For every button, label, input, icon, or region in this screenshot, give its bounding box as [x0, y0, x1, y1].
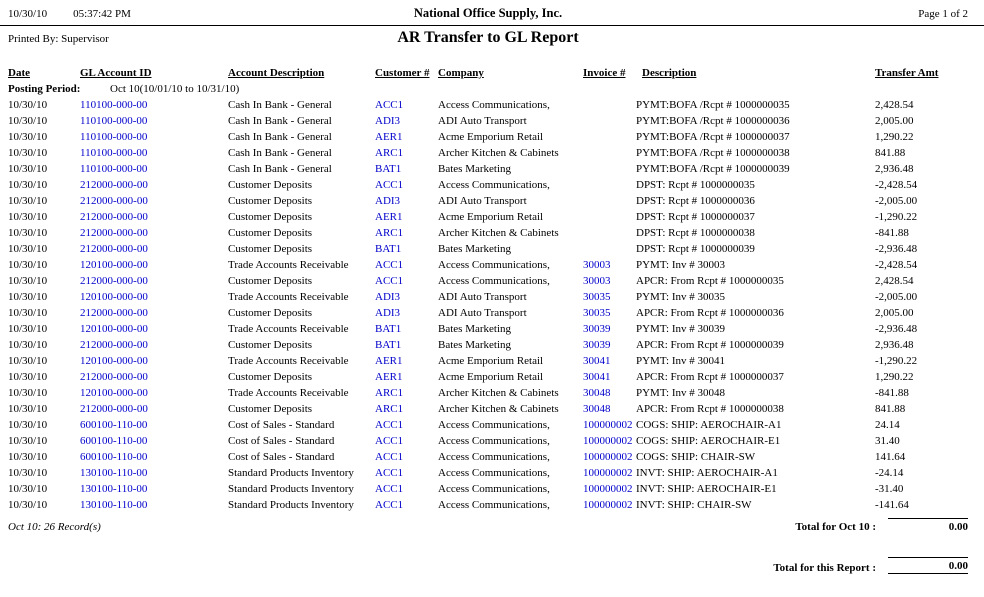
- cell-account-description: Customer Deposits: [228, 339, 313, 351]
- cell-transfer-amt: -2,428.54: [875, 259, 918, 271]
- cell-date: 10/30/10: [8, 259, 48, 271]
- cell-company: Access Communications,: [438, 435, 550, 447]
- cell-account-description: Customer Deposits: [228, 179, 313, 191]
- cell-customer[interactable]: AER1: [375, 211, 403, 223]
- cell-gl-account-id[interactable]: 110100-000-00: [80, 147, 148, 159]
- table-row: [8, 225, 968, 241]
- cell-company: Access Communications,: [438, 483, 550, 495]
- cell-customer[interactable]: AER1: [375, 355, 403, 367]
- cell-company: Access Communications,: [438, 419, 550, 431]
- page-header-row1: [8, 6, 968, 21]
- cell-date: 10/30/10: [8, 435, 48, 447]
- col-header-gl-account-id: GL Account ID: [80, 67, 152, 79]
- cell-company: Archer Kitchen & Cabinets: [438, 387, 559, 399]
- cell-gl-account-id[interactable]: 110100-000-00: [80, 163, 148, 175]
- cell-invoice[interactable]: 30035: [583, 291, 611, 303]
- cell-customer[interactable]: ACC1: [375, 259, 404, 271]
- cell-company: Access Communications,: [438, 275, 550, 287]
- table-row: [8, 129, 968, 145]
- cell-description: APCR: From Rcpt # 1000000037: [636, 371, 784, 383]
- cell-company: Access Communications,: [438, 499, 550, 511]
- cell-transfer-amt: -24.14: [875, 467, 904, 479]
- cell-description: COGS: SHIP: AEROCHAIR-A1: [636, 419, 782, 431]
- printed-by: Printed By: Supervisor: [8, 33, 109, 45]
- cell-date: 10/30/10: [8, 467, 48, 479]
- cell-gl-account-id[interactable]: 110100-000-00: [80, 99, 148, 111]
- cell-description: APCR: From Rcpt # 1000000036: [636, 307, 784, 319]
- column-header-row: [8, 65, 968, 81]
- cell-invoice[interactable]: 30039: [583, 339, 611, 351]
- cell-account-description: Customer Deposits: [228, 243, 313, 255]
- cell-gl-account-id[interactable]: 110100-000-00: [80, 115, 148, 127]
- cell-customer[interactable]: ACC1: [375, 435, 404, 447]
- cell-account-description: Standard Products Inventory: [228, 499, 354, 511]
- cell-transfer-amt: 31.40: [875, 435, 900, 447]
- cell-invoice[interactable]: [583, 97, 636, 113]
- cell-invoice[interactable]: [583, 193, 636, 209]
- cell-account-description: Trade Accounts Receivable: [228, 259, 349, 271]
- period-total-value: 0.00: [888, 518, 968, 533]
- cell-customer[interactable]: ADI3: [375, 195, 401, 207]
- table-row: [8, 353, 968, 369]
- cell-description: PYMT:BOFA /Rcpt # 1000000037: [636, 131, 790, 143]
- cell-account-description: Cash In Bank - General: [228, 131, 332, 143]
- cell-gl-account-id[interactable]: 212000-000-00: [80, 403, 148, 415]
- cell-invoice[interactable]: [583, 145, 636, 161]
- records-count: Oct 10: 26 Record(s): [8, 521, 101, 533]
- cell-gl-account-id[interactable]: 120100-000-00: [80, 259, 148, 271]
- col-header-company: Company: [438, 67, 484, 79]
- cell-invoice[interactable]: 30003: [583, 275, 611, 287]
- cell-invoice[interactable]: [583, 161, 636, 177]
- cell-date: 10/30/10: [8, 243, 48, 255]
- report-total-value: 0.00: [888, 557, 968, 574]
- cell-invoice[interactable]: [583, 177, 636, 193]
- cell-account-description: Trade Accounts Receivable: [228, 355, 349, 367]
- cell-account-description: Customer Deposits: [228, 403, 313, 415]
- report-total-row: [8, 557, 968, 574]
- cell-transfer-amt: -1,290.22: [875, 355, 918, 367]
- cell-transfer-amt: -841.88: [875, 387, 909, 399]
- cell-date: 10/30/10: [8, 403, 48, 415]
- cell-account-description: Cost of Sales - Standard: [228, 419, 335, 431]
- period-total-label: Total for Oct 10 :: [795, 521, 876, 533]
- table-row: [8, 97, 968, 113]
- cell-customer[interactable]: ARC1: [375, 403, 404, 415]
- cell-description: COGS: SHIP: CHAIR-SW: [636, 451, 756, 463]
- cell-description: DPST: Rcpt # 1000000036: [636, 195, 755, 207]
- print-time: 05:37:42 PM: [73, 8, 131, 20]
- cell-invoice[interactable]: 30039: [583, 323, 611, 335]
- cell-gl-account-id[interactable]: 120100-000-00: [80, 387, 148, 399]
- cell-company: Bates Marketing: [438, 339, 512, 351]
- cell-date: 10/30/10: [8, 275, 48, 287]
- page-header-row2: [8, 29, 968, 47]
- table-row: [8, 289, 968, 305]
- cell-transfer-amt: 2,005.00: [875, 307, 914, 319]
- cell-description: PYMT: Inv # 30035: [636, 291, 725, 303]
- cell-invoice[interactable]: 100000002: [583, 419, 633, 431]
- cell-customer[interactable]: ACC1: [375, 275, 404, 287]
- cell-gl-account-id[interactable]: 110100-000-00: [80, 131, 148, 143]
- cell-transfer-amt: 2,005.00: [875, 115, 914, 127]
- table-row: [8, 321, 968, 337]
- cell-transfer-amt: 24.14: [875, 419, 900, 431]
- cell-date: 10/30/10: [8, 227, 48, 239]
- table-row: [8, 273, 968, 289]
- cell-company: Access Communications,: [438, 451, 550, 463]
- cell-transfer-amt: -2,428.54: [875, 179, 918, 191]
- cell-invoice[interactable]: 100000002: [583, 483, 633, 495]
- cell-date: 10/30/10: [8, 307, 48, 319]
- cell-transfer-amt: 2,428.54: [875, 99, 914, 111]
- cell-description: INVT: SHIP: AEROCHAIR-A1: [636, 467, 778, 479]
- cell-account-description: Customer Deposits: [228, 371, 313, 383]
- cell-customer[interactable]: AER1: [375, 131, 403, 143]
- cell-gl-account-id[interactable]: 130100-110-00: [80, 467, 148, 479]
- table-row: [8, 177, 968, 193]
- cell-invoice[interactable]: 100000002: [583, 435, 633, 447]
- cell-invoice[interactable]: [583, 241, 636, 257]
- cell-transfer-amt: 2,936.48: [875, 163, 914, 175]
- cell-gl-account-id[interactable]: 120100-000-00: [80, 355, 148, 367]
- cell-transfer-amt: 1,290.22: [875, 131, 914, 143]
- cell-account-description: Cash In Bank - General: [228, 163, 332, 175]
- cell-description: PYMT:BOFA /Rcpt # 1000000039: [636, 163, 790, 175]
- table-row: [8, 257, 968, 273]
- cell-customer[interactable]: ACC1: [375, 419, 404, 431]
- col-header-transfer-amt: Transfer Amt: [875, 67, 939, 79]
- posting-period-value: Oct 10(10/01/10 to 10/31/10): [110, 83, 240, 95]
- cell-customer[interactable]: ACC1: [375, 99, 404, 111]
- cell-customer[interactable]: ACC1: [375, 483, 404, 495]
- cell-company: Acme Emporium Retail: [438, 355, 544, 367]
- cell-account-description: Customer Deposits: [228, 211, 313, 223]
- cell-date: 10/30/10: [8, 195, 48, 207]
- cell-customer[interactable]: ADI3: [375, 291, 401, 303]
- cell-gl-account-id[interactable]: 212000-000-00: [80, 275, 148, 287]
- cell-date: 10/30/10: [8, 451, 48, 463]
- cell-invoice[interactable]: 30041: [583, 371, 611, 383]
- cell-company: Acme Emporium Retail: [438, 371, 544, 383]
- cell-transfer-amt: 841.88: [875, 403, 906, 415]
- cell-invoice[interactable]: [583, 209, 636, 225]
- cell-company: Access Communications,: [438, 467, 550, 479]
- cell-company: Access Communications,: [438, 259, 550, 271]
- cell-gl-account-id[interactable]: 130100-110-00: [80, 483, 148, 495]
- cell-description: INVT: SHIP: AEROCHAIR-E1: [636, 483, 777, 495]
- cell-account-description: Customer Deposits: [228, 195, 313, 207]
- page-indicator: Page 1 of 2: [918, 8, 969, 20]
- cell-account-description: Trade Accounts Receivable: [228, 387, 349, 399]
- company-name: National Office Supply, Inc.: [413, 6, 563, 20]
- cell-transfer-amt: -2,005.00: [875, 291, 918, 303]
- table-row: [8, 145, 968, 161]
- cell-description: DPST: Rcpt # 1000000039: [636, 243, 755, 255]
- cell-company: ADI Auto Transport: [438, 195, 527, 207]
- table-row: [8, 369, 968, 385]
- cell-gl-account-id[interactable]: 130100-110-00: [80, 499, 148, 511]
- cell-date: 10/30/10: [8, 179, 48, 191]
- cell-date: 10/30/10: [8, 291, 48, 303]
- cell-company: Bates Marketing: [438, 323, 512, 335]
- cell-description: DPST: Rcpt # 1000000037: [636, 211, 755, 223]
- cell-gl-account-id[interactable]: 212000-000-00: [80, 179, 148, 191]
- report-title: AR Transfer to GL Report: [397, 29, 579, 46]
- cell-invoice[interactable]: [583, 225, 636, 241]
- cell-gl-account-id[interactable]: 212000-000-00: [80, 243, 148, 255]
- period-total-group: [795, 518, 968, 533]
- cell-transfer-amt: -31.40: [875, 483, 904, 495]
- cell-invoice[interactable]: 100000002: [583, 451, 633, 463]
- cell-company: Acme Emporium Retail: [438, 211, 544, 223]
- cell-company: ADI Auto Transport: [438, 307, 527, 319]
- cell-date: 10/30/10: [8, 323, 48, 335]
- cell-date: 10/30/10: [8, 339, 48, 351]
- cell-transfer-amt: -141.64: [875, 499, 909, 511]
- table-row: [8, 113, 968, 129]
- cell-customer[interactable]: AER1: [375, 371, 403, 383]
- table-row: [8, 497, 968, 513]
- cell-invoice[interactable]: 30035: [583, 307, 611, 319]
- col-header-description: Description: [642, 67, 697, 79]
- cell-description: PYMT:BOFA /Rcpt # 1000000036: [636, 115, 790, 127]
- cell-date: 10/30/10: [8, 131, 48, 143]
- posting-period-label: Posting Period:: [8, 83, 81, 95]
- cell-account-description: Cash In Bank - General: [228, 99, 332, 111]
- table-body: [8, 97, 968, 513]
- cell-transfer-amt: 2,428.54: [875, 275, 914, 287]
- cell-gl-account-id[interactable]: 212000-000-00: [80, 211, 148, 223]
- cell-date: 10/30/10: [8, 355, 48, 367]
- cell-company: Bates Marketing: [438, 243, 512, 255]
- table-row: [8, 337, 968, 353]
- cell-customer[interactable]: ADI3: [375, 115, 401, 127]
- cell-date: 10/30/10: [8, 115, 48, 127]
- table-row: [8, 161, 968, 177]
- cell-customer[interactable]: ACC1: [375, 179, 404, 191]
- cell-customer[interactable]: BAT1: [375, 243, 402, 255]
- table-row: [8, 193, 968, 209]
- cell-company: Archer Kitchen & Cabinets: [438, 227, 559, 239]
- table-row: [8, 433, 968, 449]
- cell-customer[interactable]: ARC1: [375, 227, 404, 239]
- cell-customer[interactable]: BAT1: [375, 339, 402, 351]
- cell-account-description: Trade Accounts Receivable: [228, 323, 349, 335]
- cell-transfer-amt: -1,290.22: [875, 211, 918, 223]
- cell-date: 10/30/10: [8, 211, 48, 223]
- cell-company: ADI Auto Transport: [438, 291, 527, 303]
- cell-company: Acme Emporium Retail: [438, 131, 544, 143]
- cell-account-description: Cost of Sales - Standard: [228, 451, 335, 463]
- cell-transfer-amt: 141.64: [875, 451, 906, 463]
- cell-description: COGS: SHIP: AEROCHAIR-E1: [636, 435, 781, 447]
- table-row: [8, 305, 968, 321]
- cell-transfer-amt: -841.88: [875, 227, 909, 239]
- cell-date: 10/30/10: [8, 163, 48, 175]
- cell-date: 10/30/10: [8, 387, 48, 399]
- cell-date: 10/30/10: [8, 99, 48, 111]
- cell-customer[interactable]: BAT1: [375, 163, 402, 175]
- table-row: [8, 417, 968, 433]
- header-divider: [0, 25, 984, 26]
- cell-description: APCR: From Rcpt # 1000000038: [636, 403, 784, 415]
- cell-account-description: Cost of Sales - Standard: [228, 435, 335, 447]
- cell-description: APCR: From Rcpt # 1000000035: [636, 275, 784, 287]
- cell-customer[interactable]: ADI3: [375, 307, 401, 319]
- cell-date: 10/30/10: [8, 419, 48, 431]
- cell-account-description: Trade Accounts Receivable: [228, 291, 349, 303]
- cell-invoice[interactable]: 100000002: [583, 499, 633, 511]
- print-date: 10/30/10: [8, 8, 48, 20]
- cell-invoice[interactable]: 30041: [583, 355, 611, 367]
- cell-date: 10/30/10: [8, 499, 48, 511]
- cell-invoice[interactable]: 100000002: [583, 467, 633, 479]
- cell-customer[interactable]: ARC1: [375, 147, 404, 159]
- cell-gl-account-id[interactable]: 600100-110-00: [80, 451, 148, 463]
- cell-company: Access Communications,: [438, 179, 550, 191]
- cell-gl-account-id[interactable]: 120100-000-00: [80, 323, 148, 335]
- cell-account-description: Customer Deposits: [228, 307, 313, 319]
- cell-transfer-amt: 1,290.22: [875, 371, 914, 383]
- cell-invoice[interactable]: 30048: [583, 387, 611, 399]
- cell-company: Archer Kitchen & Cabinets: [438, 147, 559, 159]
- cell-transfer-amt: -2,005.00: [875, 195, 918, 207]
- table-row: [8, 449, 968, 465]
- report-table: [8, 65, 968, 513]
- cell-invoice[interactable]: 30048: [583, 403, 611, 415]
- cell-invoice[interactable]: 30003: [583, 259, 611, 271]
- cell-account-description: Cash In Bank - General: [228, 115, 332, 127]
- col-header-date: Date: [8, 67, 30, 79]
- cell-account-description: Customer Deposits: [228, 275, 313, 287]
- table-row: [8, 385, 968, 401]
- cell-account-description: Cash In Bank - General: [228, 147, 332, 159]
- cell-customer[interactable]: ACC1: [375, 467, 404, 479]
- cell-transfer-amt: 841.88: [875, 147, 906, 159]
- table-row: [8, 241, 968, 257]
- cell-company: Access Communications,: [438, 99, 550, 111]
- col-header-customer: Customer #: [375, 67, 430, 79]
- cell-description: PYMT: Inv # 30039: [636, 323, 725, 335]
- cell-description: PYMT:BOFA /Rcpt # 1000000035: [636, 99, 790, 111]
- table-row: [8, 401, 968, 417]
- col-header-invoice: Invoice #: [583, 67, 626, 79]
- cell-invoice[interactable]: [583, 129, 636, 145]
- table-row: [8, 209, 968, 225]
- cell-date: 10/30/10: [8, 147, 48, 159]
- cell-customer[interactable]: BAT1: [375, 323, 402, 335]
- table-row: [8, 481, 968, 497]
- cell-description: PYMT:BOFA /Rcpt # 1000000038: [636, 147, 790, 159]
- report-total-label: Total for this Report :: [773, 562, 876, 574]
- cell-company: Archer Kitchen & Cabinets: [438, 403, 559, 415]
- cell-account-description: Standard Products Inventory: [228, 483, 354, 495]
- cell-account-description: Customer Deposits: [228, 227, 313, 239]
- cell-description: INVT: SHIP: CHAIR-SW: [636, 499, 752, 511]
- cell-transfer-amt: -2,936.48: [875, 323, 918, 335]
- cell-gl-account-id[interactable]: 212000-000-00: [80, 371, 148, 383]
- col-header-account-description: Account Description: [228, 67, 325, 79]
- cell-customer[interactable]: ARC1: [375, 387, 404, 399]
- cell-gl-account-id[interactable]: 212000-000-00: [80, 339, 148, 351]
- cell-gl-account-id[interactable]: 212000-000-00: [80, 195, 148, 207]
- cell-transfer-amt: -2,936.48: [875, 243, 918, 255]
- cell-transfer-amt: 2,936.48: [875, 339, 914, 351]
- cell-company: Bates Marketing: [438, 163, 512, 175]
- cell-customer[interactable]: ACC1: [375, 451, 404, 463]
- table-row: [8, 465, 968, 481]
- cell-description: PYMT: Inv # 30041: [636, 355, 725, 367]
- cell-gl-account-id[interactable]: 600100-110-00: [80, 435, 148, 447]
- cell-description: DPST: Rcpt # 1000000035: [636, 179, 755, 191]
- cell-description: APCR: From Rcpt # 1000000039: [636, 339, 784, 351]
- cell-date: 10/30/10: [8, 371, 48, 383]
- cell-company: ADI Auto Transport: [438, 115, 527, 127]
- cell-description: PYMT: Inv # 30003: [636, 259, 725, 271]
- cell-gl-account-id[interactable]: 120100-000-00: [80, 291, 148, 303]
- cell-gl-account-id[interactable]: 212000-000-00: [80, 307, 148, 319]
- cell-account-description: Standard Products Inventory: [228, 467, 354, 479]
- posting-period-row: [8, 81, 968, 97]
- cell-description: DPST: Rcpt # 1000000038: [636, 227, 755, 239]
- cell-date: 10/30/10: [8, 483, 48, 495]
- cell-gl-account-id[interactable]: 212000-000-00: [80, 227, 148, 239]
- cell-gl-account-id[interactable]: 600100-110-00: [80, 419, 148, 431]
- period-total-row: [8, 518, 968, 533]
- cell-customer[interactable]: ACC1: [375, 499, 404, 511]
- cell-invoice[interactable]: [583, 113, 636, 129]
- cell-description: PYMT: Inv # 30048: [636, 387, 725, 399]
